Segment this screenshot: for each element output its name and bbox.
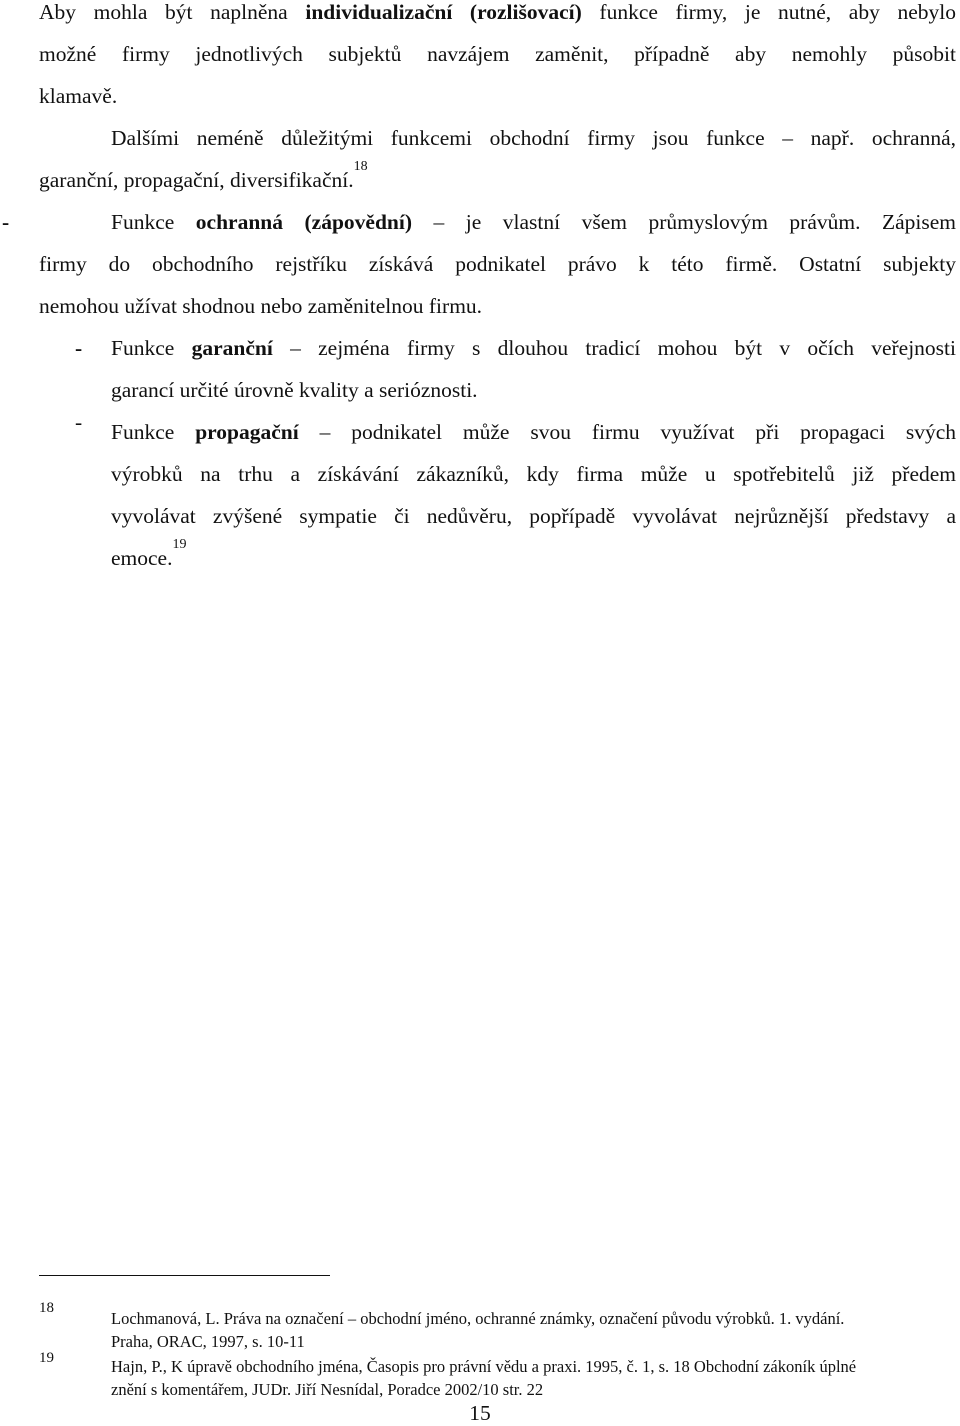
footnote-19-line-2: znění s komentářem, JUDr. Jiří Nesnídal, Poradce 2002/10 str. 22: [111, 1380, 544, 1399]
bold-term: individualizační (rozlišovací): [305, 0, 582, 24]
footnote-number-19: 19: [39, 1350, 54, 1366]
promotional-function-line-3: vyvolávat zvýšené sympatie či nedůvěru, popřípadě vyvolávat nejrůznější představy a: [111, 504, 956, 528]
paragraph-individualization-line-1: [39, 0, 956, 26]
footnote-reference-18[interactable]: 18: [353, 159, 368, 174]
paragraph-individualization-line-3: klamavě.: [39, 84, 118, 108]
page-number: 15: [469, 1401, 491, 1425]
text-run: funkce firmy, je nutné, aby nebylo: [581, 0, 956, 24]
text-run: Aby mohla být naplněna: [39, 0, 306, 24]
text-run: – podnikatel může svou firmu využívat při propagaci svých: [298, 420, 956, 444]
paragraph-other-functions-line-2: [39, 159, 368, 194]
footnote-18-line-2: Praha, ORAC, 1997, s. 10-11: [111, 1332, 305, 1351]
footnote-number-18: 18: [39, 1300, 54, 1316]
promotional-function-line-2: výrobků na trhu a získávání zákazníků, kdy firma může u spotřebitelů již předem: [111, 462, 956, 486]
bold-term: garanční: [191, 336, 273, 360]
bold-term: propagační: [195, 420, 299, 444]
text-run: Funkce: [111, 336, 192, 360]
protective-function-line-1: [111, 208, 956, 236]
list-dash: -: [75, 410, 83, 434]
footnote-separator: [39, 1275, 330, 1276]
protective-function-line-2: firmy do obchodního rejstříku získává podnikatel právo k této firmě. Ostatní subjekty: [39, 252, 956, 276]
list-dash: -: [75, 336, 83, 360]
footnote-reference-19[interactable]: 19: [172, 537, 187, 552]
text-run: – zejména firmy s dlouhou tradicí mohou být v očích veřejnosti: [272, 336, 956, 360]
text-run: emoce.: [111, 546, 173, 570]
guarantee-function-line-2: garancí určité úrovně kvality a serióznosti.: [111, 378, 478, 402]
promotional-function-line-4: [111, 537, 187, 572]
bold-term: ochranná (zápovědní): [195, 210, 413, 234]
paragraph-other-functions-line-1: Dalšími neméně důležitými funkcemi obchodní firmy jsou funkce – např. ochranná,: [111, 126, 956, 150]
text-run: – je vlastní všem průmyslovým právům. Zápisem: [412, 210, 957, 234]
text-run: garanční, propagační, diversifikační.: [39, 168, 354, 192]
guarantee-function-line-1: [111, 334, 956, 362]
footnote-19-line-1: Hajn, P., K úpravě obchodního jména, Časopis pro právní vědu a praxi. 1995, č. 1, s. 18 Obchodní zákoník úplné: [111, 1357, 857, 1376]
protective-function-line-3: nemohou užívat shodnou nebo zaměnitelnou firmu.: [39, 294, 483, 318]
paragraph-individualization-line-2: možné firmy jednotlivých subjektů navzájem zaměnit, případně aby nemohly působit: [39, 42, 956, 66]
text-run: Funkce: [111, 420, 196, 444]
promotional-function-line-1: [111, 418, 956, 446]
text-run: Funkce: [111, 210, 196, 234]
list-dash: -: [2, 210, 10, 234]
footnote-18-line-1: Lochmanová, L. Práva na označení – obchodní jméno, ochranné známky, označení původu výrobků. 1. vydání.: [111, 1309, 845, 1328]
